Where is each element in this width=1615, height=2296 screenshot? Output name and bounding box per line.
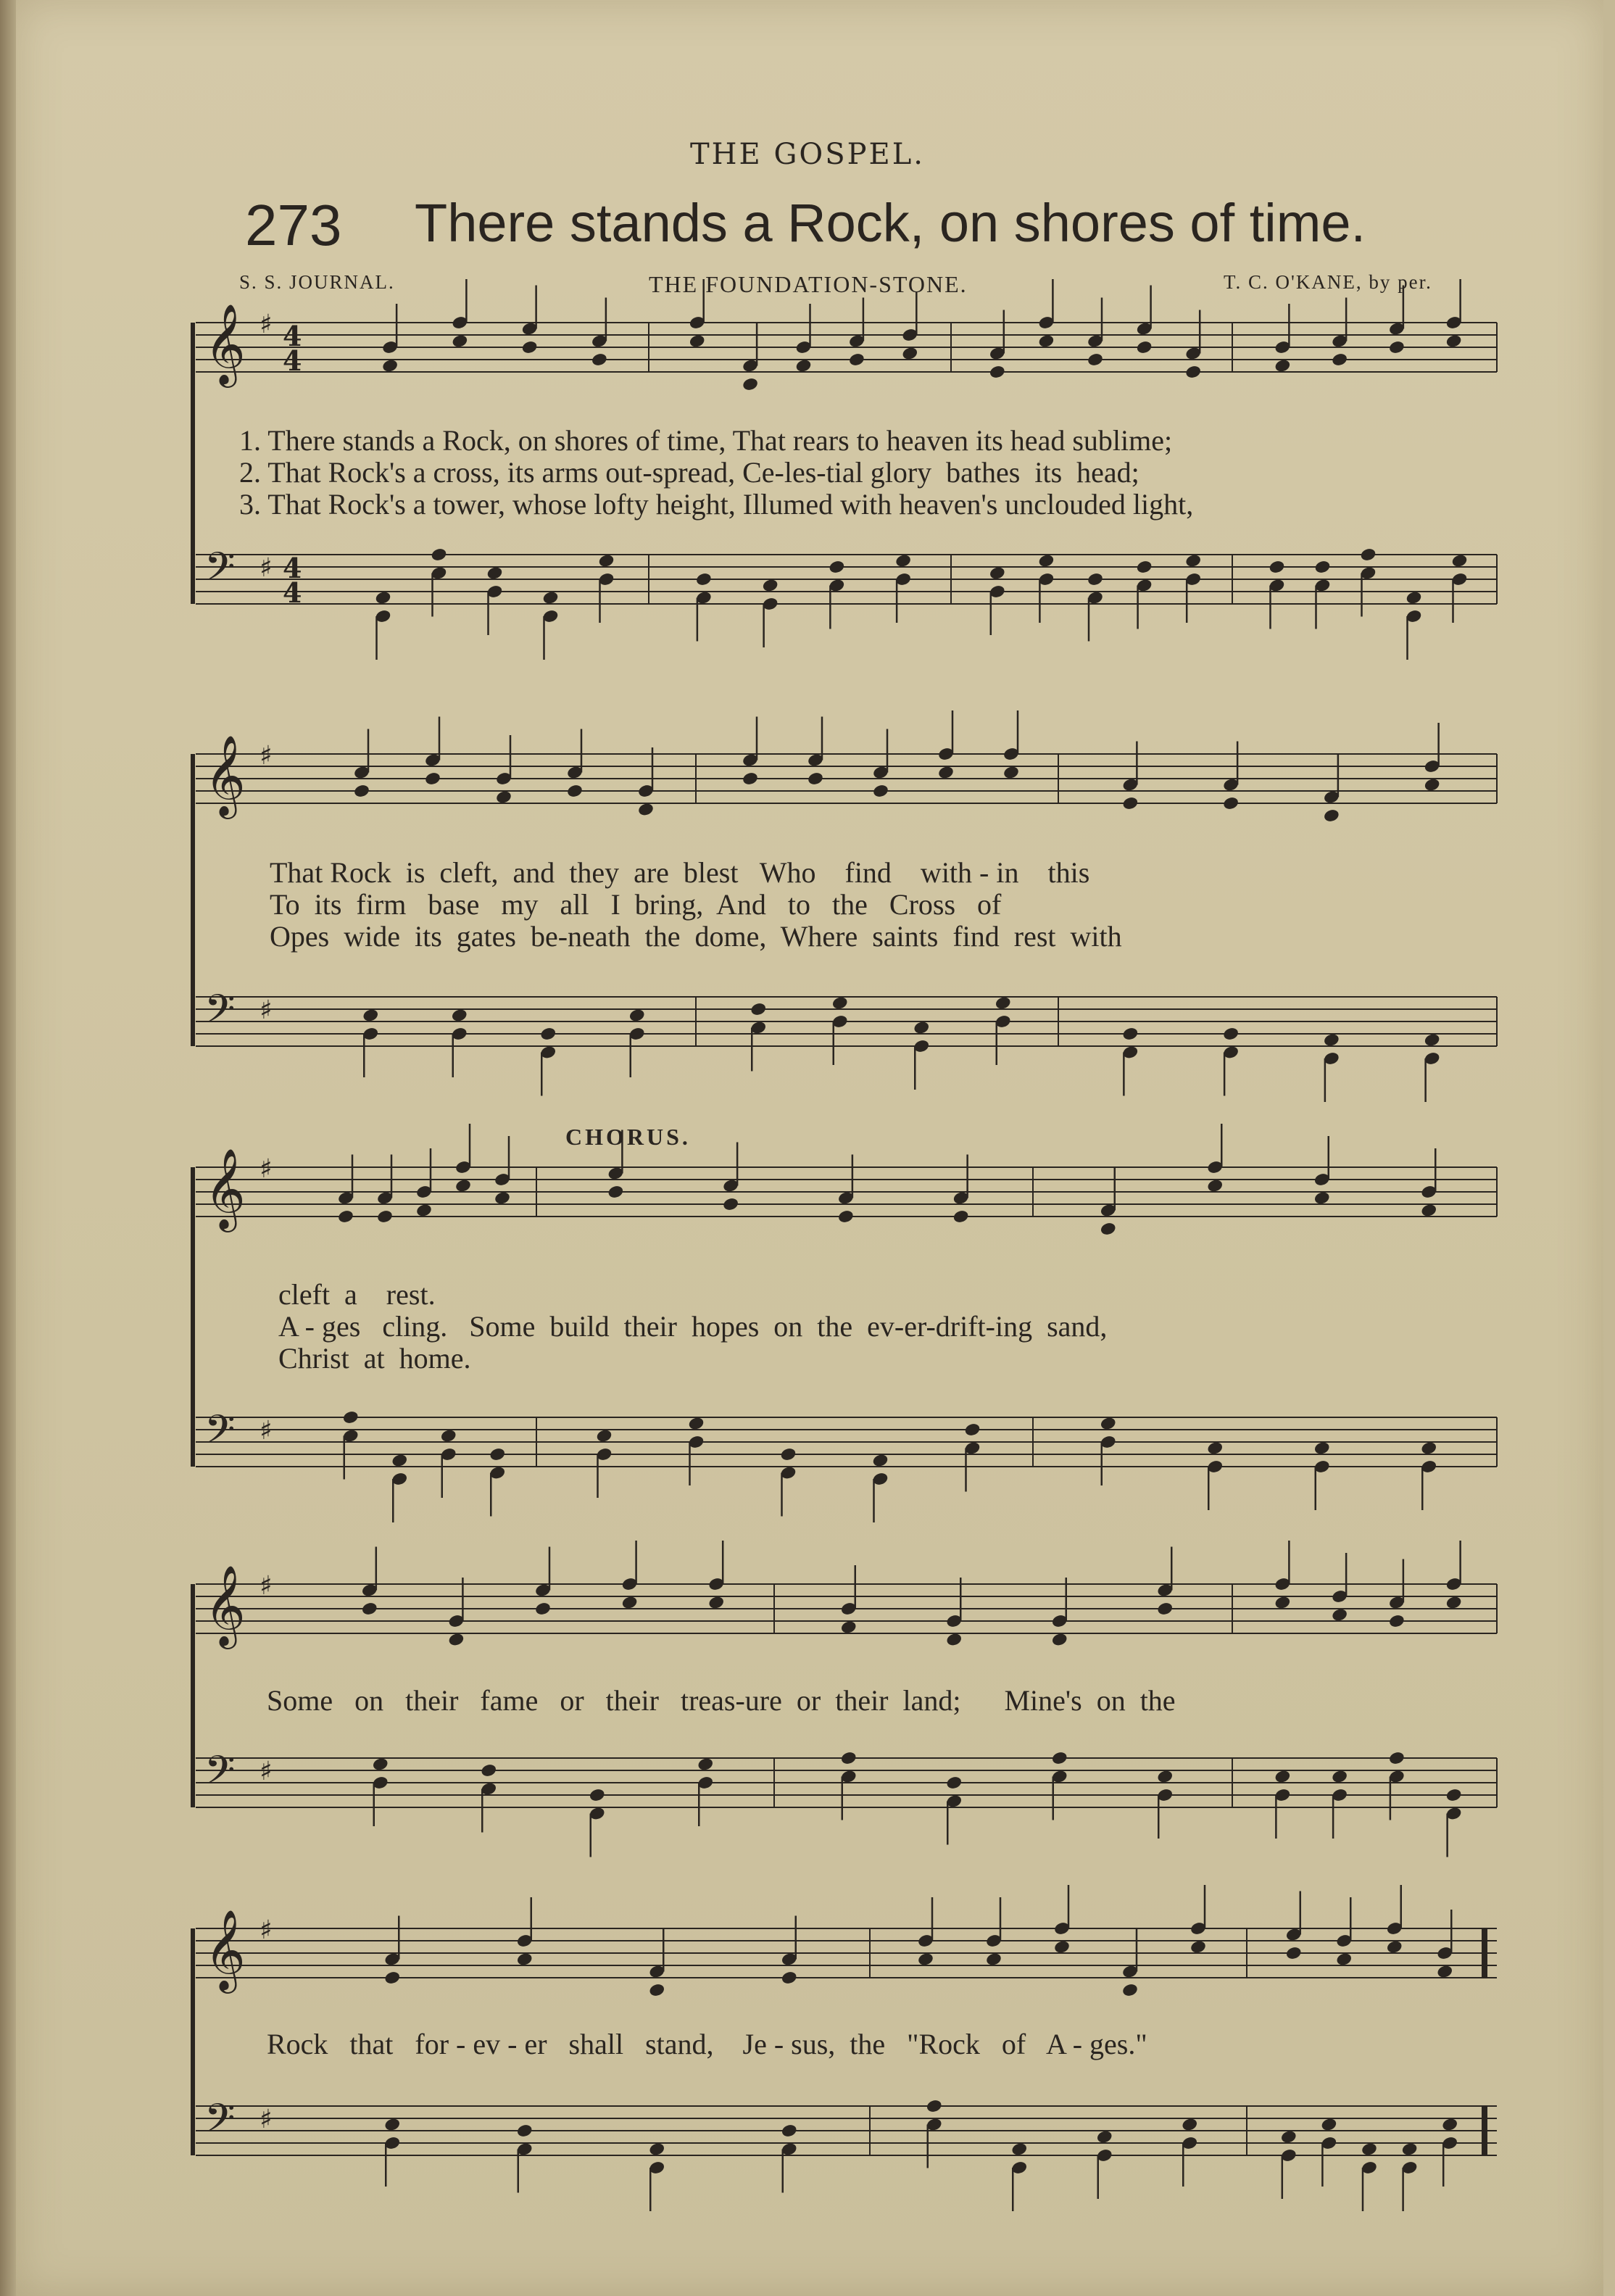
notehead — [516, 1952, 534, 1967]
notehead — [1222, 796, 1240, 811]
treble-clef: 𝄞 — [204, 1148, 246, 1229]
notehead — [848, 352, 865, 368]
notehead — [342, 1410, 360, 1425]
lyric-line: To its firm base my all I bring, And to the Cross of — [270, 888, 1002, 921]
notehead — [424, 771, 441, 787]
notehead — [1280, 2129, 1298, 2144]
key-sharp: ♯ — [260, 995, 273, 1025]
notehead — [1335, 1952, 1353, 1967]
notehead — [1156, 1601, 1174, 1617]
notehead — [1445, 333, 1463, 349]
notehead — [1002, 765, 1020, 780]
notehead — [440, 1428, 457, 1443]
notehead — [1314, 560, 1332, 575]
notehead — [1323, 1032, 1340, 1048]
notehead — [1190, 1939, 1207, 1955]
notehead — [807, 771, 824, 787]
notehead — [1451, 553, 1469, 568]
notehead — [1424, 777, 1441, 792]
notehead — [989, 565, 1006, 581]
notehead — [1388, 1751, 1406, 1766]
notehead — [1320, 2117, 1337, 2132]
notehead — [985, 1952, 1002, 1967]
notehead — [376, 1209, 394, 1224]
treble-clef: 𝄞 — [204, 303, 246, 384]
bass-clef: 𝄢 — [204, 544, 236, 600]
notehead — [1424, 1032, 1441, 1048]
notehead — [1331, 352, 1348, 368]
bass-clef: 𝄢 — [204, 2095, 236, 2151]
notehead — [989, 365, 1006, 380]
notehead — [831, 995, 849, 1011]
notehead — [648, 2142, 665, 2157]
notehead — [1313, 1441, 1331, 1456]
notehead — [1269, 560, 1286, 575]
notehead — [447, 1632, 465, 1647]
notehead — [1331, 1769, 1348, 1784]
notehead — [361, 1601, 378, 1617]
notehead — [1285, 1946, 1303, 1961]
notehead — [1087, 572, 1104, 587]
notehead — [707, 1595, 725, 1610]
notehead — [1184, 365, 1202, 380]
notehead — [1274, 1595, 1291, 1610]
notehead — [516, 2123, 534, 2139]
notehead — [840, 1620, 858, 1635]
notehead — [589, 1788, 606, 1803]
notehead — [1401, 2142, 1419, 2157]
notehead — [1386, 1939, 1403, 1955]
time-signature: 4 — [283, 344, 302, 377]
notehead — [383, 2117, 401, 2132]
words-credit: S. S. JOURNAL. — [239, 271, 395, 293]
notehead — [995, 995, 1012, 1011]
lyric-line: Opes wide its gates be-neath the dome, Where saints find rest with — [270, 920, 1122, 953]
notehead — [628, 1008, 646, 1023]
notehead — [1096, 2129, 1113, 2144]
notehead — [362, 1008, 379, 1023]
key-sharp: ♯ — [260, 1915, 273, 1945]
hymn-number: 273 — [245, 193, 342, 257]
notehead — [454, 1178, 472, 1193]
notehead — [872, 784, 889, 799]
time-signature: 4 — [283, 576, 302, 609]
notehead — [964, 1422, 981, 1438]
notehead — [451, 333, 468, 349]
notehead — [489, 1447, 506, 1462]
notehead — [486, 565, 504, 581]
lyric-line: That Rock is cleft, and they are blest Who find with - in this — [270, 856, 1090, 889]
notehead — [1100, 1416, 1117, 1431]
notehead — [742, 771, 759, 787]
notehead — [688, 1416, 705, 1431]
tune-name: THE FOUNDATION-STONE. — [649, 271, 968, 297]
time-signature: 4 — [283, 320, 302, 352]
notehead — [1420, 1203, 1437, 1218]
lyric-line: 2. That Rock's a cross, its arms out-spread, Ce-les-tial glory bathes its head; — [239, 456, 1139, 489]
notehead — [372, 1757, 389, 1772]
key-sharp: ♯ — [260, 1416, 273, 1446]
key-sharp: ♯ — [260, 553, 273, 583]
notehead — [795, 358, 813, 373]
notehead — [1361, 2142, 1378, 2157]
music-credit: T. C. O'KANE, by per. — [1224, 271, 1432, 293]
notehead — [1441, 2117, 1458, 2132]
time-signature: 4 — [283, 552, 302, 584]
notehead — [1136, 560, 1153, 575]
notehead — [1436, 1964, 1453, 1979]
notehead — [1274, 1769, 1291, 1784]
notehead — [945, 1775, 963, 1791]
notehead — [1445, 1595, 1463, 1610]
key-sharp: ♯ — [260, 310, 273, 339]
notehead — [952, 1209, 970, 1224]
notehead — [1051, 1632, 1068, 1647]
notehead — [1121, 796, 1139, 811]
notehead — [926, 2099, 943, 2114]
notehead — [1087, 352, 1104, 368]
key-sharp: ♯ — [260, 2105, 273, 2134]
lyric-line: Some on their fame or their treas-ure or their land; Mine's on the — [267, 1684, 1176, 1717]
bass-clef: 𝄢 — [204, 986, 236, 1042]
notehead — [872, 1453, 889, 1468]
notehead — [383, 1970, 401, 1986]
notehead — [945, 1632, 963, 1647]
notehead — [894, 553, 912, 568]
notehead — [1136, 340, 1153, 355]
notehead — [742, 377, 759, 392]
chorus-label: CHORUS. — [565, 1124, 691, 1150]
notehead — [1156, 1769, 1174, 1784]
lyric-line: cleft a rest. — [278, 1278, 436, 1311]
notehead — [1121, 1027, 1139, 1042]
notehead — [637, 802, 655, 817]
notehead — [722, 1197, 739, 1212]
notehead — [1121, 1983, 1139, 1998]
hymn-title: There stands a Rock, on shores of time. — [415, 193, 1366, 253]
notehead — [1313, 1190, 1331, 1206]
treble-clef: 𝄞 — [204, 734, 246, 816]
notehead — [1331, 1607, 1348, 1622]
notehead — [762, 578, 779, 593]
notehead — [1274, 358, 1291, 373]
lyric-line: 3. That Rock's a tower, whose lofty height, Illumed with heaven's unclouded light, — [239, 488, 1194, 521]
notehead — [451, 1008, 468, 1023]
notehead — [781, 1970, 798, 1986]
bass-clef: 𝄢 — [204, 1747, 236, 1803]
notehead — [415, 1203, 433, 1218]
notehead — [1388, 340, 1406, 355]
notehead — [542, 590, 560, 605]
notehead — [391, 1453, 408, 1468]
treble-clef: 𝄞 — [204, 1909, 246, 1990]
key-sharp: ♯ — [260, 1154, 273, 1184]
notehead — [781, 2123, 798, 2139]
notehead — [521, 340, 539, 355]
page-header: THE GOSPEL. — [689, 138, 925, 171]
lyric-line: Rock that for - ev - er shall stand, Je - sus, the "Rock of A - ges." — [267, 2028, 1147, 2060]
notehead — [1222, 1027, 1240, 1042]
lyric-line: Christ at home. — [278, 1342, 471, 1375]
notehead — [1323, 808, 1340, 824]
notehead — [840, 1751, 858, 1766]
notehead — [697, 1757, 714, 1772]
notehead — [750, 1002, 767, 1017]
notehead — [607, 1185, 624, 1200]
notehead — [566, 784, 584, 799]
notehead — [1037, 553, 1055, 568]
notehead — [1184, 553, 1202, 568]
notehead — [539, 1027, 557, 1042]
notehead — [1420, 1441, 1437, 1456]
notehead — [1010, 2142, 1028, 2157]
bass-clef: 𝄢 — [204, 1406, 236, 1462]
notehead — [1406, 590, 1423, 605]
notehead — [621, 1595, 639, 1610]
notehead — [591, 352, 608, 368]
notehead — [1388, 1614, 1406, 1629]
notehead — [937, 765, 955, 780]
notehead — [689, 333, 706, 349]
notehead — [1037, 333, 1055, 349]
notehead — [837, 1209, 855, 1224]
notehead — [480, 1763, 497, 1778]
notehead — [495, 789, 512, 805]
notehead — [1100, 1222, 1117, 1237]
notehead — [1206, 1178, 1224, 1193]
notehead — [780, 1447, 797, 1462]
notehead — [1181, 2117, 1198, 2132]
notehead — [1445, 1788, 1463, 1803]
notehead — [494, 1190, 511, 1206]
notehead — [534, 1601, 552, 1617]
notehead — [828, 560, 845, 575]
lyric-line: A - ges cling. Some build their hopes on the ev-er-drift-ing sand, — [278, 1310, 1108, 1343]
lyric-line: 1. There stands a Rock, on shores of time, That rears to heaven its head sublime; — [239, 424, 1173, 457]
notehead — [901, 346, 918, 361]
notehead — [1206, 1441, 1224, 1456]
notehead — [1051, 1751, 1068, 1766]
notehead — [353, 784, 370, 799]
notehead — [913, 1020, 930, 1035]
treble-clef: 𝄞 — [204, 1564, 246, 1646]
notehead — [648, 1983, 665, 1998]
notehead — [431, 547, 448, 563]
notehead — [598, 553, 615, 568]
notehead — [375, 590, 392, 605]
notehead — [381, 358, 399, 373]
notehead — [596, 1428, 613, 1443]
notehead — [917, 1952, 934, 1967]
notehead — [1053, 1939, 1071, 1955]
key-sharp: ♯ — [260, 1757, 273, 1786]
notehead — [1360, 547, 1377, 563]
notehead — [695, 572, 713, 587]
key-sharp: ♯ — [260, 741, 273, 771]
key-sharp: ♯ — [260, 1571, 273, 1601]
notehead — [337, 1209, 354, 1224]
